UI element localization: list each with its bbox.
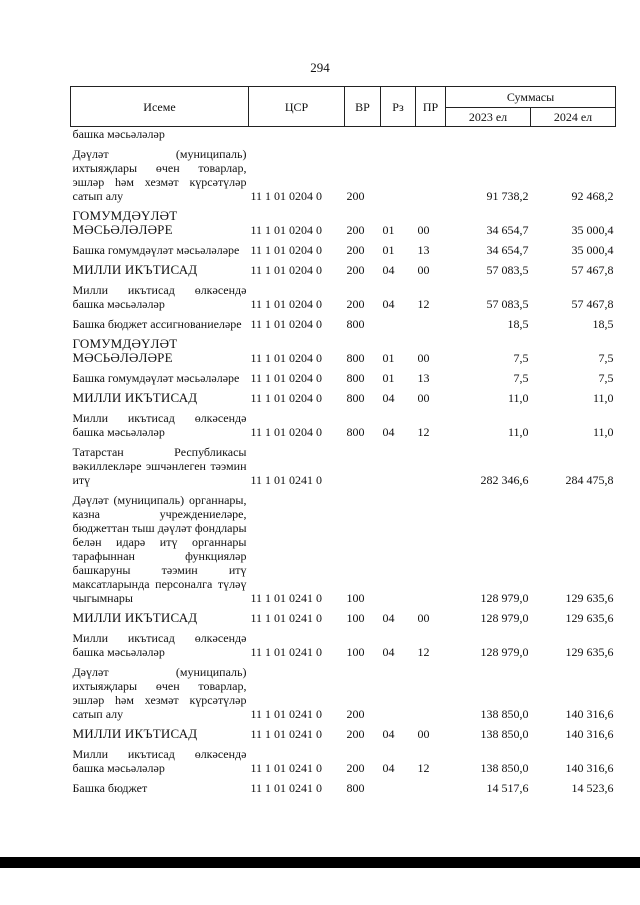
cell-y2023: 282 346,6	[480, 473, 529, 487]
cell-vr: 100	[346, 591, 365, 605]
cell-rz: 04	[382, 611, 395, 625]
cell-pr: 12	[417, 761, 430, 775]
cell-name: Башка бюджет	[72, 781, 148, 795]
cell-csr: 11 1 01 0204 0	[250, 317, 323, 331]
cell-pr: 00	[417, 263, 430, 277]
header-year-2023: 2023 ел	[446, 108, 531, 127]
cell-rz	[381, 127, 416, 144]
cell-y2024: 129 635,6	[565, 645, 614, 659]
table-row	[71, 259, 616, 279]
cell-y2024: 7,5	[598, 351, 614, 365]
cell-y2024: 57 467,8	[571, 297, 614, 311]
cell-rz: 04	[382, 727, 395, 741]
cell-name: МИЛЛИ ИКЪТИСАД	[72, 262, 198, 277]
cell-pr: 12	[417, 425, 430, 439]
header-vr: ВР	[345, 87, 381, 127]
cell-pr: 12	[417, 645, 430, 659]
cell-pr	[416, 313, 446, 333]
cell-y2024: 140 316,6	[565, 727, 614, 741]
header-pr: ПР	[416, 87, 446, 127]
cell-csr: 11 1 01 0204 0	[250, 425, 323, 439]
cell-rz: 04	[382, 645, 395, 659]
cell-name: Дәүләт (муниципаль) ихтыяҗлары өчен товарлар, эшләр һәм хезмәт күрсәтүләр сатып алу	[72, 665, 247, 721]
table-row	[71, 387, 616, 407]
cell-rz	[381, 441, 416, 489]
cell-y2023: 14 517,6	[486, 781, 529, 795]
cell-y2024: 284 475,8	[565, 473, 614, 487]
cell-y2023: 138 850,0	[480, 761, 529, 775]
page-number: 294	[310, 60, 330, 75]
cell-y2023: 128 979,0	[480, 591, 529, 605]
cell-csr: 11 1 01 0204 0	[250, 223, 323, 237]
cell-rz	[381, 313, 416, 333]
cell-y2024: 92 468,2	[571, 189, 614, 203]
cell-pr: 13	[417, 371, 430, 385]
cell-name: ГОМУМДӘҮЛӘТ МӘСЬӘЛӘЛӘРЕ	[72, 336, 178, 365]
cell-csr: 11 1 01 0204 0	[250, 297, 323, 311]
table-row	[71, 489, 616, 607]
cell-name: Милли икътисад өлкәсендә башка мәсьәләләр	[72, 747, 247, 775]
table-row	[71, 627, 616, 661]
cell-csr: 11 1 01 0241 0	[250, 591, 323, 605]
cell-name: МИЛЛИ ИКЪТИСАД	[72, 390, 198, 405]
cell-name: Татарстан Республикасы вәкиллекләре эшчәнлеген тәэмин итү	[72, 445, 247, 487]
table-row	[71, 333, 616, 367]
cell-vr: 100	[346, 645, 365, 659]
cell-y2024: 57 467,8	[571, 263, 614, 277]
cell-y2024: 35 000,4	[571, 223, 614, 237]
cell-csr: 11 1 01 0241 0	[250, 781, 323, 795]
table-row	[71, 313, 616, 333]
cell-y2024: 129 635,6	[565, 591, 614, 605]
table-row	[71, 723, 616, 743]
cell-rz	[381, 143, 416, 205]
cell-vr: 200	[346, 189, 365, 203]
table-row	[71, 143, 616, 205]
cell-pr	[416, 441, 446, 489]
cell-y2023: 128 979,0	[480, 611, 529, 625]
cell-vr: 200	[346, 243, 365, 257]
cell-y2024: 35 000,4	[571, 243, 614, 257]
cell-csr: 11 1 01 0241 0	[250, 473, 323, 487]
cell-vr: 200	[346, 707, 365, 721]
cell-y2023: 34 654,7	[486, 223, 529, 237]
cell-name: Дәүләт (муниципаль) ихтыяҗлары өчен товарлар, эшләр һәм хезмәт күрсәтүләр сатып алу	[72, 147, 247, 203]
cell-vr: 800	[346, 317, 365, 331]
cell-rz	[381, 661, 416, 723]
cell-y2024: 7,5	[598, 371, 614, 385]
table-row	[71, 127, 616, 144]
cell-pr: 12	[417, 297, 430, 311]
table-row	[71, 441, 616, 489]
cell-rz: 01	[382, 351, 395, 365]
cell-pr: 00	[417, 611, 430, 625]
table-row	[71, 607, 616, 627]
cell-pr: 13	[417, 243, 430, 257]
cell-y2024	[531, 127, 616, 144]
header-name: Исеме	[71, 87, 249, 127]
cell-pr	[416, 489, 446, 607]
cell-csr	[249, 127, 345, 144]
cell-name: МИЛЛИ ИКЪТИСАД	[72, 726, 198, 741]
budget-table	[70, 86, 616, 797]
cell-y2023: 138 850,0	[480, 727, 529, 741]
header-year-2024: 2024 ел	[531, 108, 616, 127]
cell-vr: 800	[346, 371, 365, 385]
cell-y2023: 18,5	[507, 317, 529, 331]
cell-rz: 01	[382, 243, 395, 257]
cell-vr: 800	[346, 425, 365, 439]
cell-y2023: 138 850,0	[480, 707, 529, 721]
header-rz: Рз	[381, 87, 416, 127]
cell-pr	[416, 777, 446, 797]
cell-csr: 11 1 01 0204 0	[250, 391, 323, 405]
cell-name: МИЛЛИ ИКЪТИСАД	[72, 610, 198, 625]
cell-pr: 00	[417, 727, 430, 741]
table-row	[71, 777, 616, 797]
cell-y2023: 57 083,5	[486, 263, 529, 277]
cell-y2024: 140 316,6	[565, 707, 614, 721]
cell-csr: 11 1 01 0204 0	[250, 189, 323, 203]
cell-name: башка мәсьәләләр	[72, 127, 165, 141]
cell-y2024: 11,0	[592, 425, 614, 439]
cell-vr: 800	[346, 781, 365, 795]
cell-vr: 100	[346, 611, 365, 625]
cell-name: Дәүләт (муниципаль) органнары, казна учреждениеләре, бюджеттан тыш дәүләт фондлары белән идарә итү органнары тарафыннан функцияләр башкаруны тәэмин итү максатларында персоналга түләү чыгымнары	[72, 493, 247, 605]
cell-csr: 11 1 01 0204 0	[250, 351, 323, 365]
cell-y2023: 7,5	[513, 371, 529, 385]
cell-rz	[381, 777, 416, 797]
cell-vr: 200	[346, 761, 365, 775]
cell-vr	[345, 441, 381, 489]
cell-y2024: 11,0	[592, 391, 614, 405]
cell-name: Милли икътисад өлкәсендә башка мәсьәләләр	[72, 283, 247, 311]
cell-vr: 800	[346, 391, 365, 405]
table-body	[71, 127, 616, 798]
cell-vr: 200	[346, 263, 365, 277]
cell-pr	[416, 661, 446, 723]
cell-rz: 01	[382, 371, 395, 385]
table-row	[71, 661, 616, 723]
cell-y2023: 11,0	[507, 425, 529, 439]
cell-vr: 200	[346, 297, 365, 311]
cell-rz: 01	[382, 223, 395, 237]
cell-y2023: 11,0	[507, 391, 529, 405]
cell-y2023: 57 083,5	[486, 297, 529, 311]
cell-csr: 11 1 01 0241 0	[250, 761, 323, 775]
cell-rz: 04	[382, 391, 395, 405]
cell-csr: 11 1 01 0241 0	[250, 707, 323, 721]
cell-name: Милли икътисад өлкәсендә башка мәсьәләләр	[72, 411, 247, 439]
cell-vr: 800	[346, 351, 365, 365]
table-header	[71, 87, 616, 127]
cell-csr: 11 1 01 0241 0	[250, 645, 323, 659]
cell-name: ГОМУМДӘҮЛӘТ МӘСЬӘЛӘЛӘРЕ	[72, 208, 178, 237]
table-row	[71, 279, 616, 313]
scan-bottom-bar	[0, 857, 640, 868]
cell-csr: 11 1 01 0241 0	[250, 611, 323, 625]
cell-vr: 200	[346, 727, 365, 741]
table-row	[71, 239, 616, 259]
cell-name: Башка гомумдәүләт мәсьәләләре	[72, 243, 240, 257]
cell-y2024: 14 523,6	[571, 781, 614, 795]
cell-csr: 11 1 01 0204 0	[250, 263, 323, 277]
cell-y2023: 128 979,0	[480, 645, 529, 659]
cell-csr: 11 1 01 0241 0	[250, 727, 323, 741]
cell-y2024: 129 635,6	[565, 611, 614, 625]
cell-pr: 00	[417, 391, 430, 405]
header-csr: ЦСР	[249, 87, 345, 127]
cell-name: Башка бюджет ассигнованиеләре	[72, 317, 242, 331]
cell-rz: 04	[382, 263, 395, 277]
cell-vr: 200	[346, 223, 365, 237]
cell-pr	[416, 127, 446, 144]
cell-y2023	[446, 127, 531, 144]
cell-csr: 11 1 01 0204 0	[250, 371, 323, 385]
table-row	[71, 407, 616, 441]
cell-y2023: 91 738,2	[486, 189, 529, 203]
cell-pr: 00	[417, 223, 430, 237]
cell-rz	[381, 489, 416, 607]
header-sums: Суммасы	[446, 87, 616, 108]
cell-rz: 04	[382, 297, 395, 311]
cell-rz: 04	[382, 761, 395, 775]
cell-rz: 04	[382, 425, 395, 439]
cell-vr	[345, 127, 381, 144]
table-row	[71, 205, 616, 239]
table-row	[71, 367, 616, 387]
cell-name: Башка гомумдәүләт мәсьәләләре	[72, 371, 240, 385]
cell-y2024: 140 316,6	[565, 761, 614, 775]
cell-name: Милли икътисад өлкәсендә башка мәсьәләләр	[72, 631, 247, 659]
cell-csr: 11 1 01 0204 0	[250, 243, 323, 257]
cell-y2023: 34 654,7	[486, 243, 529, 257]
cell-y2023: 7,5	[513, 351, 529, 365]
cell-y2024: 18,5	[592, 317, 614, 331]
table-row	[71, 743, 616, 777]
cell-pr	[416, 143, 446, 205]
cell-pr: 00	[417, 351, 430, 365]
